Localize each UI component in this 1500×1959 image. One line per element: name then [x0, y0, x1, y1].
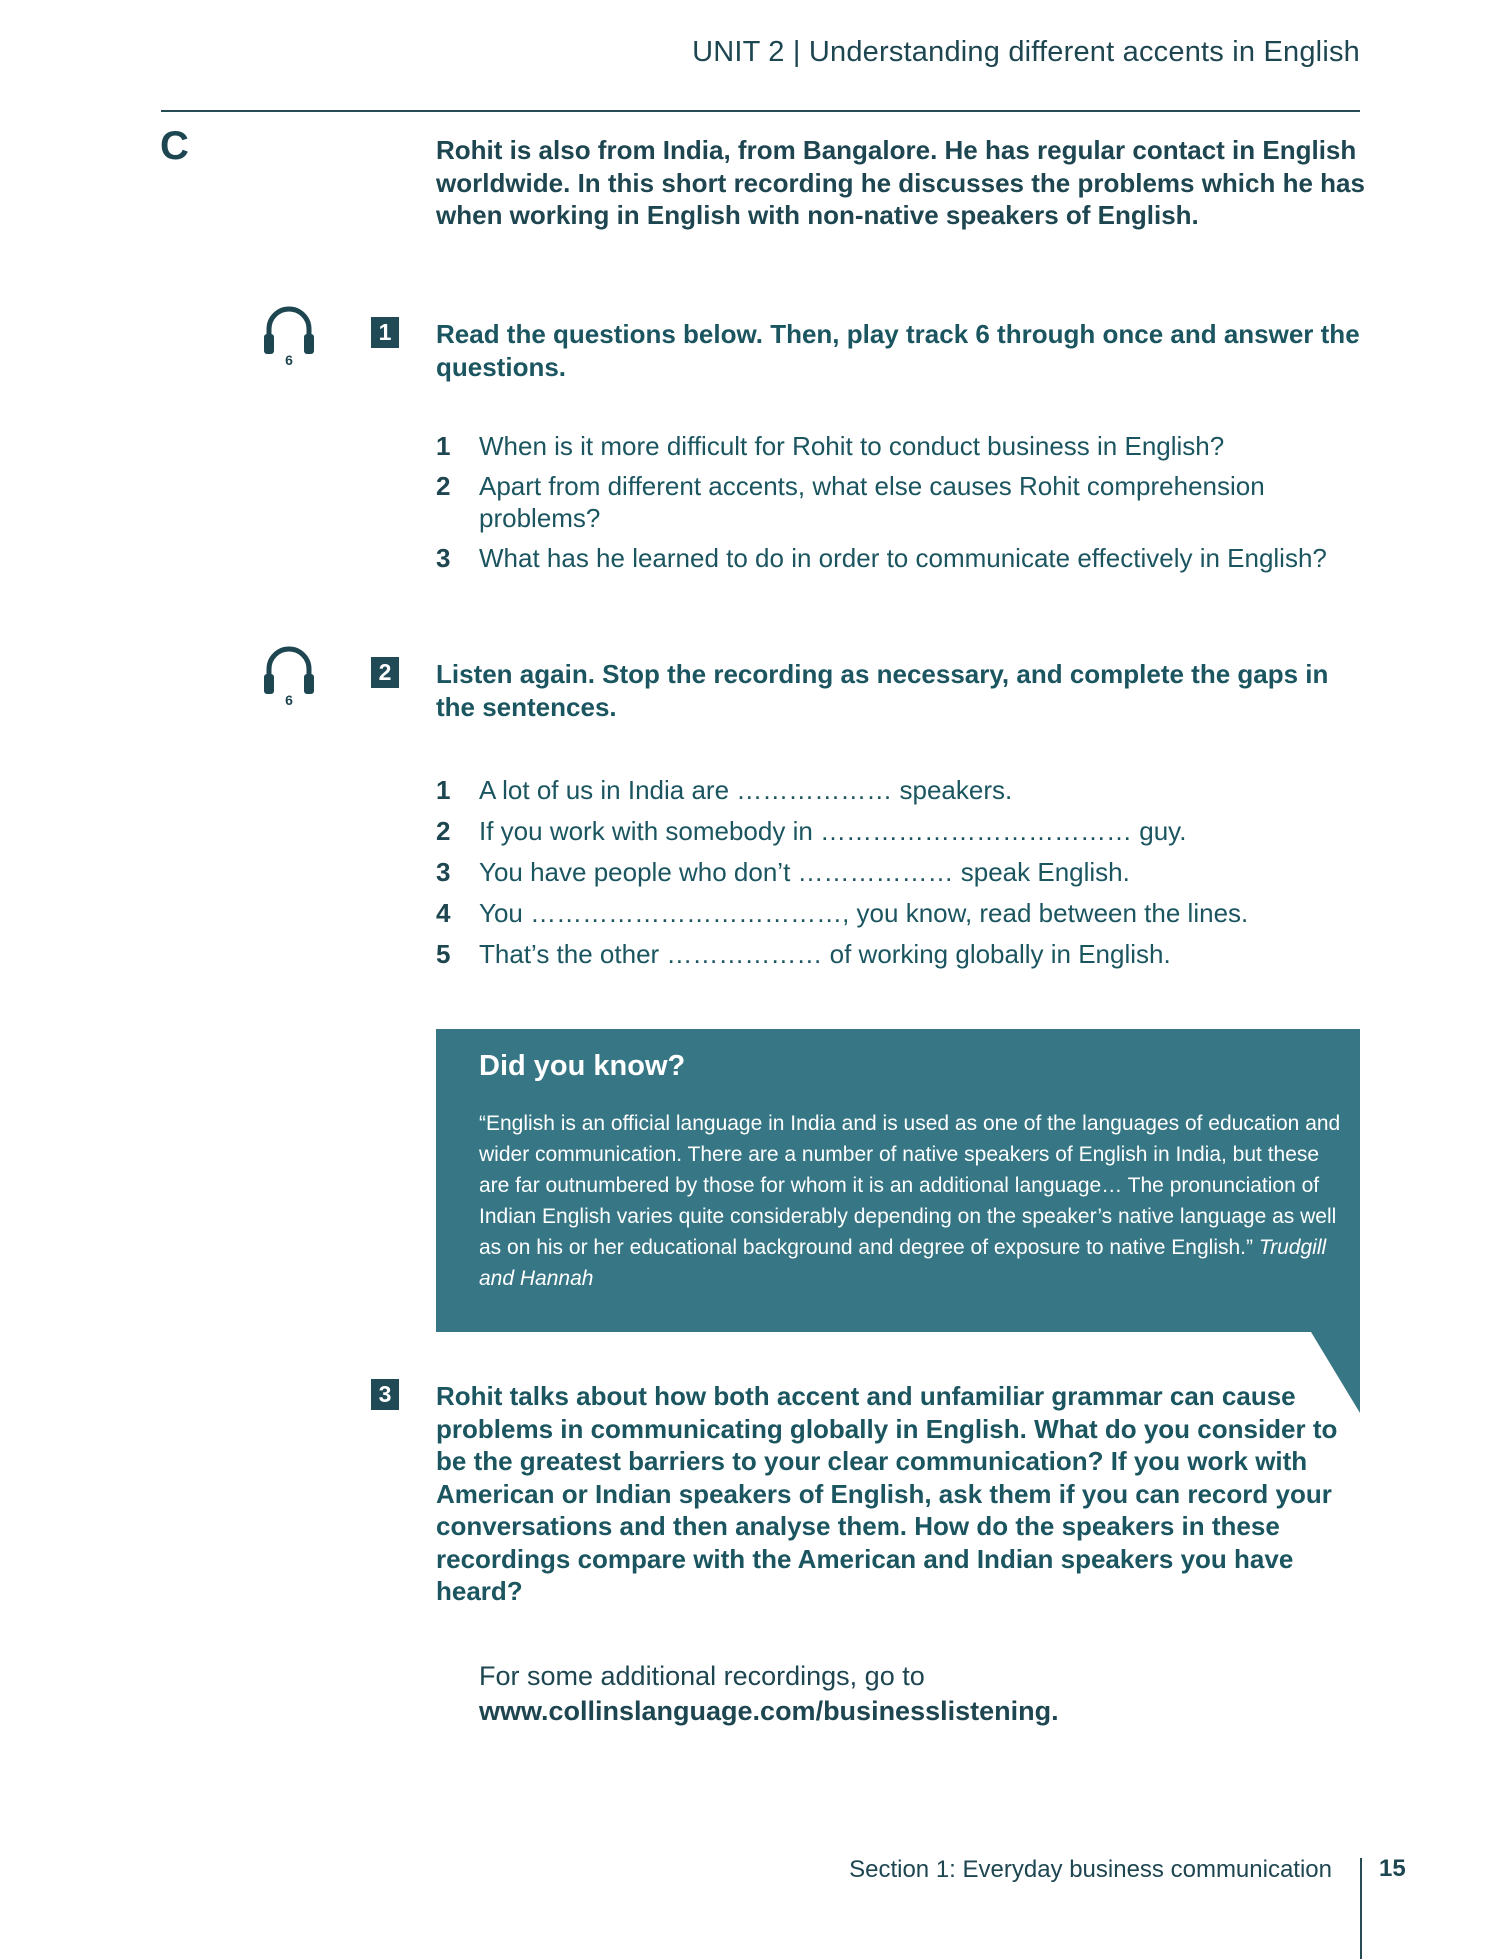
- item-text: You ………………………………, you know, read between the lines.: [479, 898, 1249, 928]
- additional-recordings: [479, 1659, 1379, 1729]
- item-number: 2: [436, 816, 451, 846]
- item-text: A lot of us in India are ……………… speakers.: [479, 775, 1013, 805]
- did-you-know-title: Did you know?: [479, 1050, 686, 1082]
- headphones-icon-graphic: [260, 642, 318, 698]
- gap-fill-list: [436, 770, 1336, 975]
- item-number: 3: [436, 543, 451, 573]
- exercise-number-badge: 3: [371, 1379, 399, 1410]
- page-number: 15: [1379, 1855, 1406, 1882]
- quote-citation: Trudgill and Hannah: [479, 1236, 1327, 1290]
- question-list: [436, 430, 1336, 574]
- item-number: 1: [436, 775, 451, 805]
- item-text: If you work with somebody in ……………………………… guy.: [479, 816, 1187, 846]
- list-item: [436, 470, 1336, 534]
- item-number: 5: [436, 939, 451, 969]
- exercise-instruction: Listen again. Stop the recording as necessary, and complete the gaps in the sentences.: [436, 659, 1329, 722]
- header-divider: [161, 110, 1360, 112]
- track-number: 6: [285, 352, 293, 368]
- list-item: [436, 430, 1336, 462]
- item-number: 1: [436, 431, 451, 461]
- item-text: Apart from different accents, what else causes Rohit comprehension problems?: [479, 471, 1265, 533]
- item-number: 3: [436, 857, 451, 887]
- resource-link[interactable]: www.collinslanguage.com/businesslistening.: [479, 1696, 1059, 1726]
- list-item: [436, 542, 1336, 574]
- item-number: 4: [436, 898, 451, 928]
- unit-header-title: UNIT 2 | Understanding different accents in English: [692, 36, 1360, 68]
- list-item: [436, 770, 1336, 811]
- exercise-number-badge: 1: [371, 317, 399, 348]
- list-item: [436, 893, 1336, 934]
- did-you-know-quote: [479, 1108, 1341, 1294]
- track-number: 6: [285, 692, 293, 708]
- headphones-icon-graphic: [260, 302, 318, 358]
- footer-divider: [1360, 1858, 1362, 1959]
- list-item: [436, 852, 1336, 893]
- headphones-icon[interactable]: [260, 302, 318, 368]
- list-item: [436, 934, 1336, 975]
- section-intro: Rohit is also from India, from Bangalore. He has regular contact in English worldwide. In this short recording he discusses the problems which he has when working in English with non-native speakers of English.: [436, 135, 1365, 230]
- headphones-icon[interactable]: [260, 642, 318, 708]
- additional-text: For some additional recordings, go to: [479, 1661, 925, 1691]
- list-item: [436, 811, 1336, 852]
- exercise-instruction: Rohit talks about how both accent and unfamiliar grammar can cause problems in communicating globally in English. What do you consider to be the greatest barriers to your clear communication? If you work with American or Indian speakers of English, ask them if you can record your conversations and then analyse them. How do the speakers in these recordings compare with the American and Indian speakers you have heard?: [436, 1381, 1338, 1606]
- item-text: What has he learned to do in order to communicate effectively in English?: [479, 543, 1327, 573]
- item-text: That’s the other ……………… of working globally in English.: [479, 939, 1171, 969]
- exercise-instruction: Read the questions below. Then, play track 6 through once and answer the questions.: [436, 319, 1360, 382]
- section-letter: C: [160, 124, 189, 168]
- exercise-number-badge: 2: [371, 657, 399, 688]
- item-text: When is it more difficult for Rohit to conduct business in English?: [479, 431, 1225, 461]
- item-number: 2: [436, 471, 451, 501]
- quote-text: “English is an official language in India and is used as one of the languages of education and wider communication. There are a number of native speakers of English in India, but these are far outnumbered by those for whom it is an additional language… The pronunciation of Indian English varies quite considerably depending on the speaker’s native language as well as on his or her educational background and degree of exposure to native English.”: [479, 1112, 1341, 1259]
- item-text: You have people who don’t ……………… speak English.: [479, 857, 1130, 887]
- footer-section-title: Section 1: Everyday business communication: [849, 1856, 1332, 1883]
